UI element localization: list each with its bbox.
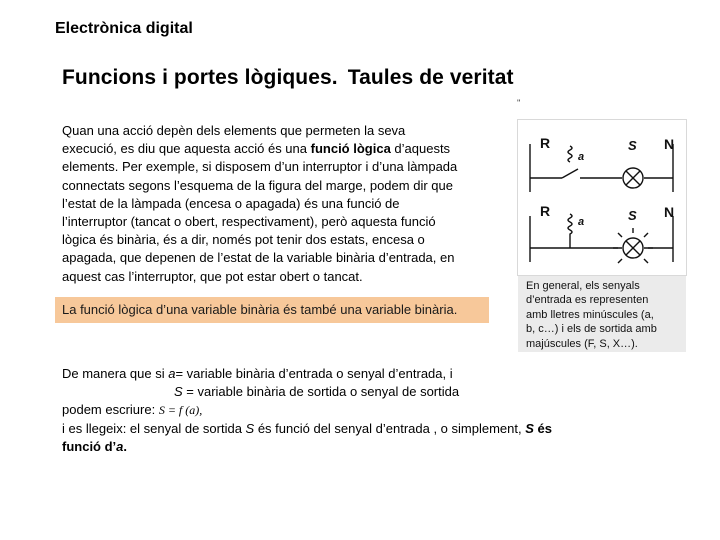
bottom-emphasis: funció d’ <box>62 438 117 454</box>
page-title <box>62 66 514 90</box>
variable-a-bold: a <box>116 438 124 454</box>
switch-blade-open <box>562 169 578 178</box>
circuit-diagram <box>518 120 686 275</box>
intro-line: Quan una acció depèn dels elements que permeten la seva <box>62 123 406 138</box>
variable-s-bold: S <box>525 420 534 436</box>
bottom-text: és funció del senyal d’entrada , o simplement, <box>254 420 526 436</box>
intro-text: d’aquests <box>390 141 451 157</box>
variable-a: a <box>168 366 176 381</box>
caption-line: majúscules (F, S, X…). <box>526 337 638 350</box>
lamp-ray <box>644 233 648 237</box>
bottom-line <box>62 401 552 419</box>
figure-caption <box>518 276 686 352</box>
label-a-2: a <box>578 216 585 228</box>
bottom-emphasis: és <box>533 420 552 436</box>
variable-s: S <box>174 384 183 400</box>
intro-line <box>62 140 498 158</box>
label-r-1: R <box>540 135 551 151</box>
figure-tick: '' <box>517 98 521 108</box>
intro-line: aquest cas l’interruptor, que pot estar obert o tancat. <box>62 268 363 284</box>
bottom-paragraph <box>62 365 552 456</box>
bottom-text: = variable binària de sortida o senyal de sortida <box>182 384 460 400</box>
circuit-figure <box>517 119 687 276</box>
bottom-line <box>62 438 552 456</box>
intro-line: l’interruptor (tancat o obert, respectivament), però aquesta funció <box>62 214 436 230</box>
label-s-1: S <box>628 138 637 153</box>
label-r-2: R <box>540 203 551 219</box>
bottom-text: i es llegeix: el senyal de sortida <box>62 420 246 436</box>
caption-line: amb lletres minúscules (a, <box>526 308 654 321</box>
intro-line: apagada, que depenen de l’estat de la variable binària d’entrada, en <box>62 250 455 266</box>
bottom-text: podem escriure: <box>62 402 159 418</box>
title-part-2: Taules de veritat <box>347 66 514 89</box>
switch-spring-1 <box>568 146 572 162</box>
lamp-ray <box>618 233 622 237</box>
intro-line: elements. Per exemple, si disposem d’un interruptor i d’una làmpada <box>62 159 458 175</box>
title-part-1: Funcions i portes lògiques. <box>62 66 338 89</box>
formula: S = f (a), <box>158 403 203 418</box>
label-s-2: S <box>628 208 637 223</box>
bottom-line <box>62 420 552 438</box>
highlight-box: La funció lògica d’una variable binària és també una variable binària. <box>55 297 489 323</box>
intro-line: l’estat de la làmpada (encesa o apagada) és una funció de <box>62 195 400 211</box>
label-a-1: a <box>578 151 585 163</box>
lamp-ray <box>618 259 622 263</box>
lamp-ray <box>644 259 648 263</box>
intro-line: connectats segons l’esquema de la figura del marge, podem dir que <box>62 177 453 193</box>
caption-line: d’entrada es representen <box>526 294 649 307</box>
bottom-text: De manera que si <box>62 366 169 381</box>
bottom-text: = variable binària d’entrada o senyal d’entrada, i <box>175 366 453 381</box>
intro-line: lògica és binària, és a dir, només pot tenir dos estats, encesa o <box>62 232 425 248</box>
caption-line: En general, els senyals <box>526 280 640 292</box>
variable-s: S <box>245 420 255 436</box>
bottom-line <box>62 365 552 383</box>
intro-paragraph <box>62 122 498 286</box>
intro-text: execució, es diu que aquesta acció és una <box>62 141 311 157</box>
label-n-1: N <box>664 136 675 152</box>
bottom-line <box>62 383 552 401</box>
label-n-2: N <box>664 204 675 220</box>
intro-emphasis: funció lògica <box>310 141 391 157</box>
header-title: Electrònica digital <box>55 20 193 37</box>
switch-spring-2 <box>568 214 572 248</box>
caption-line: b, c…) i els de sortida amb <box>526 323 657 336</box>
bottom-emphasis: . <box>123 438 128 454</box>
